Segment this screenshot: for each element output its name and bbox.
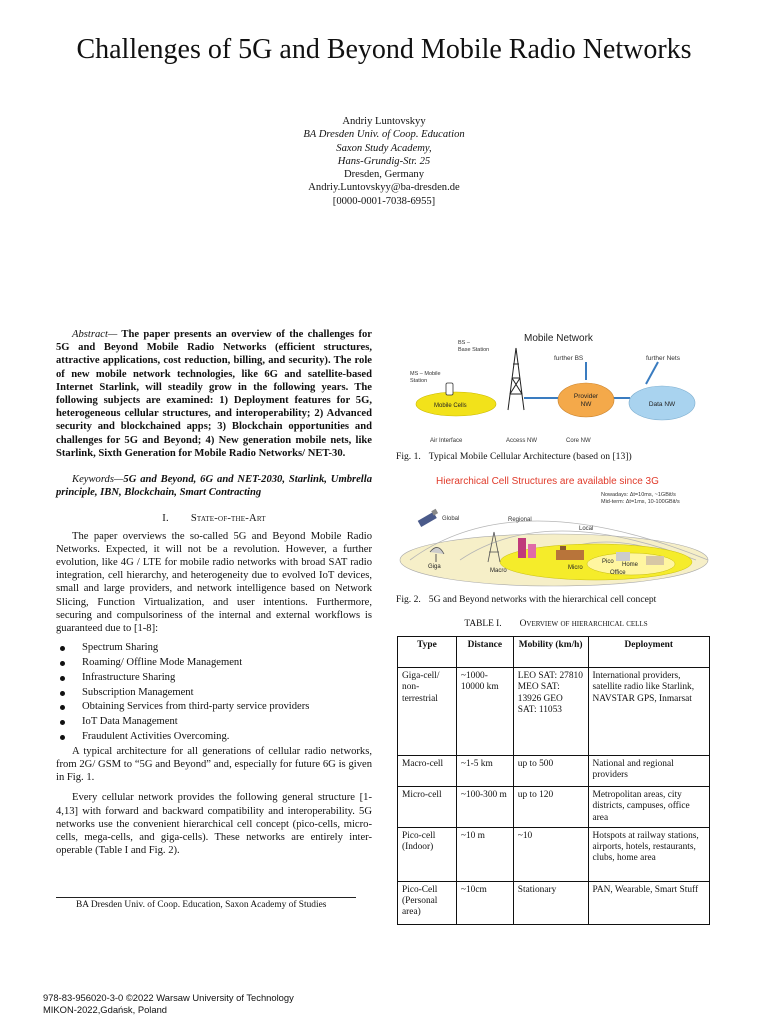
fig2-note-2: Mid-term: Δt=1ms, 10-100GBit/s [601, 499, 680, 505]
section-number: I. [162, 513, 169, 525]
abstract-text: The paper presents an overview of the challenges for 5G and Beyond Mobile Radio Networks (efficient structures, attractive applications, cost reduction, billing, and security). The role of new mobile network technologies, like 6G and satellite-based Internet Starlink, will steadily grow in the following years. The following subjects are examined: 1) Deployment features for 5G, heterogeneous cellular structures, and interoperability; 2) Advanced security and blockchained apps; 3) Blockchain opportunities and challenges for 5G and Beyond; 4) New generation mobile nets, like Starlink, Sixth Generation for Mobile Radio Networks/ NET-30. [56, 329, 372, 459]
phone-icon [446, 383, 453, 395]
copyright-line [43, 992, 294, 1016]
fig1-bs-label-2: Base Station [458, 347, 490, 353]
fig1-ms-label-2: Station [410, 378, 428, 384]
table-cell: LEO SAT: 27810 MEO SAT: 13926 GEO SAT: 11053 [513, 668, 588, 756]
fig2-note: Nowadays: Δt=10ms, ~1GBit/s [601, 492, 676, 498]
bullet-icon [60, 661, 65, 666]
fig1-bs-label: BS – [458, 340, 470, 346]
table-header: Mobility (km/h) [513, 637, 588, 668]
fig1-access-nw: Access NW [506, 438, 538, 444]
hierarchical-cells-table [397, 636, 710, 925]
fig1-provider-label: Provider [573, 393, 599, 400]
bullet-icon [60, 691, 65, 696]
footnote-rule [56, 897, 356, 898]
table-cell: Giga-cell/ non-terrestrial [398, 668, 457, 756]
table-cell: ~100-300 m [456, 787, 513, 828]
table-row [398, 668, 710, 756]
tower-icon [508, 348, 524, 410]
table-cell: Stationary [513, 881, 588, 924]
table-caption: TABLE I. Overview of hierarchical cells [464, 619, 648, 629]
table-cell: ~10 [513, 827, 588, 881]
fig2-heading: Hierarchical Cell Structures are available since 3G [436, 476, 659, 487]
list-item: Roaming/ Offline Mode Management [56, 656, 372, 671]
table-header-row [398, 637, 710, 668]
figure-2-hierarchical-cells [396, 472, 712, 590]
fig2-micro-label: Micro [568, 565, 583, 571]
table-cell: National and regional providers [588, 756, 709, 787]
table-header: Distance [456, 637, 513, 668]
figure-1-mobile-network [396, 328, 712, 448]
fig1-mobile-cells-label: Mobile Cells [434, 403, 467, 409]
author-name: Andriy Luntovskyy [342, 116, 426, 127]
section-title: State-of-the-Art [190, 513, 266, 525]
fig1-provider-shape [558, 383, 614, 417]
table-cell: up to 500 [513, 756, 588, 787]
fig1-ms-label: MS – Mobile [410, 371, 441, 377]
paper-title: Challenges of 5G and Beyond Mobile Radio Networks [76, 34, 692, 65]
bullet-icon [60, 705, 65, 710]
author-address: Hans-Grundig-Str. 25 [337, 155, 431, 167]
author-email: Andriy.Luntovskyy@ba-dresden.de [308, 182, 460, 194]
table-row [398, 756, 710, 787]
fig1-provider-label-2: NW [580, 401, 592, 408]
footnote: BA Dresden Univ. of Coop. Education, Saxon Academy of Studies [76, 900, 327, 910]
table-header: Type [398, 637, 457, 668]
list-item: Obtaining Services from third-party service providers [56, 700, 372, 715]
fig2-pico-label: Pico [602, 559, 614, 565]
table-header: Deployment [588, 637, 709, 668]
figure-2-caption: Fig. 2. 5G and Beyond networks with the hierarchical cell concept [396, 594, 657, 605]
bullet-icon [60, 720, 65, 725]
author-block [200, 115, 568, 208]
fig2-office-label: Office [610, 570, 626, 576]
fig1-heading: Mobile Network [524, 333, 593, 344]
table-cell: International providers, satellite radio like Starlink, NAVSTAR GPS, Inmarsat [588, 668, 709, 756]
table-cell: PAN, Wearable, Smart Stuff [588, 881, 709, 924]
list-item: Spectrum Sharing [56, 641, 372, 656]
fig2-giga-label: Giga [428, 564, 441, 570]
fig1-data-nw-label: Data NW [648, 401, 676, 408]
paragraph-1: The paper overviews the so-called 5G and Beyond Mobile Radio Networks. Expected, it will not be a revolution. However, a further evolution, like 4G / LTE for mobile radio networks with broad SAT radio integration, cell hierarchy, and heterogeneity due to evolved IoT devices, small and large providers, and network intelligence based on Network Slicing, Function Virtualization, and user intentions. Furthermore, securing and compulsoriness of the internal and external workflows is guaranteed due to [1-8]: [56, 530, 372, 635]
paragraph-2: A typical architecture for all generations of cellular radio networks, from 2G/ GSM to “5G and Beyond” and, especially for future 6G is given in Fig. 1. [56, 745, 372, 784]
fig1-air-interface: Air Interface [430, 438, 463, 444]
abstract [56, 328, 372, 460]
fig2-regional-label: Regional [508, 517, 532, 523]
bullet-icon [60, 735, 65, 740]
author-affiliation-2: Saxon Study Academy, [336, 142, 432, 154]
author-orcid: [0000-0001-7038-6955] [332, 195, 436, 207]
left-column [56, 328, 372, 857]
fig1-further-nets: further Nets [646, 355, 680, 362]
table-cell: Macro-cell [398, 756, 457, 787]
fig2-local-label: Local [579, 526, 594, 532]
isbn-line: 978-83-956020-3-0 ©2022 Warsaw University of Technology [43, 992, 294, 1003]
keywords-lead: Keywords— [72, 474, 124, 486]
table-row [398, 827, 710, 881]
keywords-text: 5G and Beyond, 6G and NET-2030, Starlink, Umbrella principle, IBN, Blockchain, Smart Contracting [56, 474, 372, 499]
author-city: Dresden, Germany [343, 169, 424, 181]
fig1-arrow [646, 362, 658, 384]
list-item: Infrastructure Sharing [56, 671, 372, 686]
table-cell: ~1000-10000 km [456, 668, 513, 756]
table-cell: Pico-Cell (Personal area) [398, 881, 457, 924]
list-item: Subscription Management [56, 686, 372, 701]
fig1-further-bs: further BS [554, 355, 584, 362]
bullet-list [56, 641, 372, 745]
table-cell: ~10cm [456, 881, 513, 924]
table-cell: ~1-5 km [456, 756, 513, 787]
table-cell: ~10 m [456, 827, 513, 881]
table-cell: Metropolitan areas, city districts, campuses, office area [588, 787, 709, 828]
table-row [398, 787, 710, 828]
fig2-macro-label: Macro [490, 568, 507, 574]
paragraph-3: Every cellular network provides the following general structure [1-4,13] with forward and backward compatibility and interoperability. 5G networks use the convenient hierarchical cell concept (pico-cells, micro-cells, mega-cells, and giga-cells). These networks are entirely inter-operable (Table I and Fig. 2). [56, 792, 372, 857]
list-item: IoT Data Management [56, 715, 372, 730]
bullet-icon [60, 646, 65, 651]
fig2-global-label: Global [442, 516, 460, 522]
table-cell: Micro-cell [398, 787, 457, 828]
table-cell: Pico-cell (Indoor) [398, 827, 457, 881]
satellite-icon [418, 509, 438, 527]
table-row [398, 881, 710, 924]
figure-1-caption: Fig. 1. Typical Mobile Cellular Architecture (based on [13]) [396, 451, 632, 462]
table-cell: Hotspots at railway stations, airports, hotels, restaurants, clubs, home area [588, 827, 709, 881]
section-heading [56, 512, 372, 525]
author-affiliation: BA Dresden Univ. of Coop. Education [303, 129, 465, 141]
conference-line: MIKON-2022,Gdańsk, Poland [43, 1004, 168, 1015]
fig1-core-nw: Core NW [566, 438, 591, 444]
keywords [56, 473, 372, 499]
table-cell: up to 120 [513, 787, 588, 828]
bullet-icon [60, 676, 65, 681]
list-item: Fraudulent Activities Overcoming. [56, 730, 372, 745]
abstract-lead: Abstract— [72, 329, 118, 340]
fig2-home-label: Home [622, 562, 639, 568]
